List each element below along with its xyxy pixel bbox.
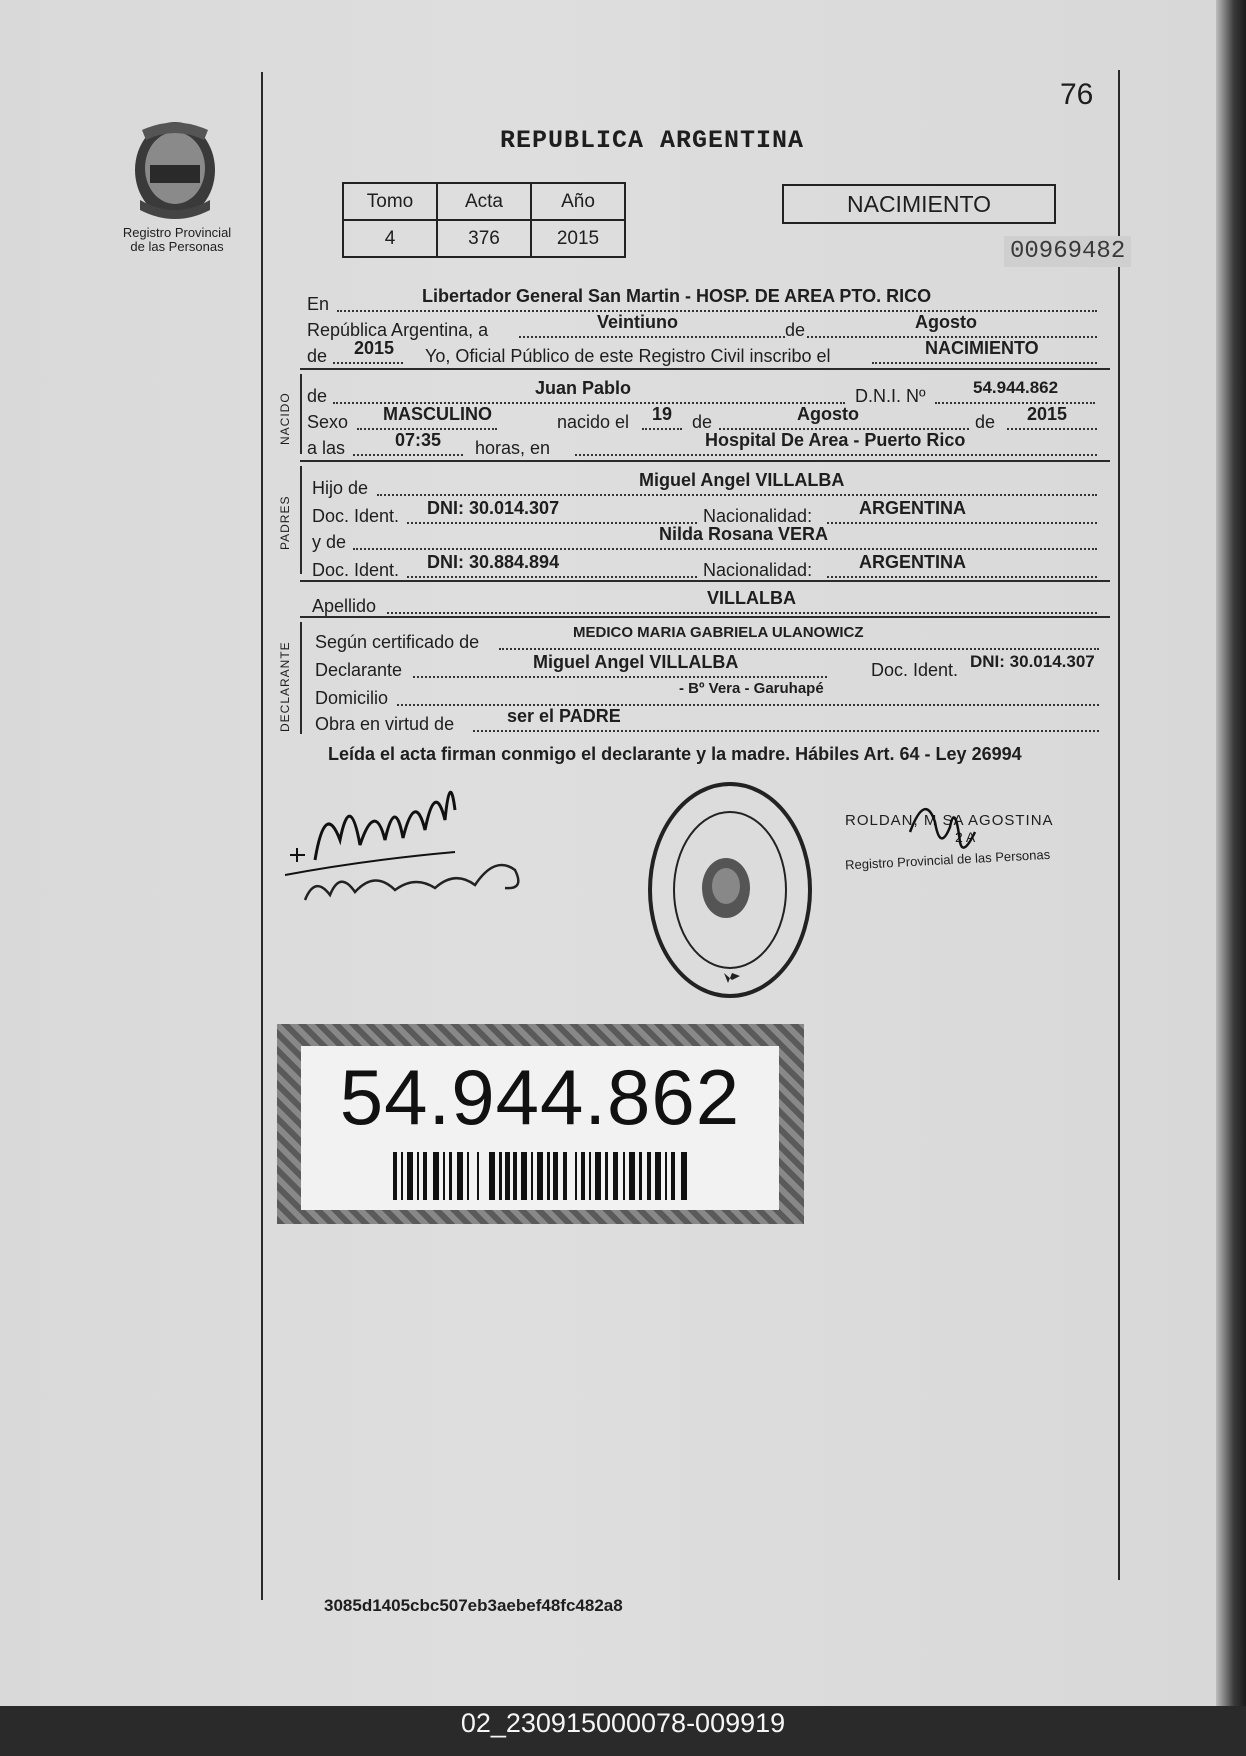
declarante-section-label: DECLARANTE — [278, 641, 292, 732]
padres-bracket — [300, 466, 302, 574]
dotted-line — [499, 648, 1099, 650]
dotted-line — [377, 494, 1097, 496]
padres-section-label: PADRES — [278, 495, 292, 550]
official-office: Registro Provincial de las Personas — [844, 846, 1051, 873]
document-hash: 3085d1405cbc507eb3aebef48fc482a8 — [324, 1596, 623, 1615]
dotted-line — [473, 730, 1099, 732]
child-name: Juan Pablo — [535, 378, 632, 398]
barcode-inner — [301, 1046, 779, 1210]
registry-seal-text — [650, 790, 810, 1000]
mother-doc: DNI: 30.884.894 — [427, 552, 560, 572]
official-title: 2 A — [955, 829, 976, 845]
domicilio-label: Domicilio — [315, 688, 389, 708]
declarant-signature-icon — [285, 760, 545, 910]
sexo-label: Sexo — [307, 412, 349, 432]
act-type: NACIMIENTO — [925, 338, 1039, 358]
de-label: de — [307, 386, 328, 406]
registry-name-line2: de las Personas — [130, 239, 224, 254]
registration-day: Veintiuno — [597, 312, 678, 332]
dotted-line — [1007, 428, 1097, 430]
dotted-line — [827, 576, 1097, 578]
horas-label: horas, en — [475, 438, 551, 458]
declarante-label: Declarante — [315, 660, 403, 680]
birth-day: 19 — [652, 404, 673, 424]
dotted-line — [397, 704, 1099, 706]
declarant-reason: ser el PADRE — [507, 706, 621, 726]
child-dni: 54.944.862 — [973, 378, 1059, 397]
de-label: de — [692, 412, 713, 432]
padres-row-mother-doc — [307, 552, 1107, 582]
dotted-line — [827, 522, 1097, 524]
child-sex: MASCULINO — [383, 404, 492, 424]
acta-header: Acta — [437, 183, 531, 220]
nacionalidad-label: Nacionalidad: — [703, 560, 813, 580]
right-margin-line — [1118, 70, 1120, 1580]
official-name: ROLDAN, M SA AGOSTINA — [845, 812, 1054, 829]
padres-row-father — [307, 470, 1107, 500]
serial-number: 00969482 — [1004, 236, 1131, 267]
declarant-doc: DNI: 30.014.307 — [970, 652, 1095, 671]
official-signature-block — [844, 812, 1095, 873]
birth-place: Hospital De Area - Puerto Rico — [705, 430, 966, 450]
declarant-name: Miguel Angel VILLALBA — [533, 652, 739, 672]
father-doc: DNI: 30.014.307 — [427, 498, 560, 518]
mother-nationality: ARGENTINA — [859, 552, 966, 572]
declarante-row-reason — [307, 706, 1107, 736]
declarante-row-name — [307, 652, 1107, 682]
en-label: En — [307, 294, 330, 314]
section-divider — [300, 580, 1110, 582]
nacido-row-place — [307, 430, 1107, 460]
declarante-bracket — [300, 622, 302, 734]
birth-month: Agosto — [797, 404, 859, 424]
section-divider — [300, 460, 1110, 462]
intro-row-place — [307, 286, 1107, 316]
registration-year: 2015 — [354, 338, 395, 358]
dotted-line — [353, 454, 463, 456]
dotted-line — [407, 522, 697, 524]
document-type-box: NACIMIENTO — [782, 184, 1056, 224]
declarant-address: - Bº Vera - Garuhapé — [679, 680, 824, 697]
section-divider — [300, 616, 1110, 618]
mother-name: Nilda Rosana VERA — [659, 524, 829, 544]
page-binding — [1216, 0, 1246, 1706]
padres-row-mother — [307, 524, 1107, 554]
obra-label: Obra en virtud de — [315, 714, 455, 734]
de-label: de — [785, 320, 806, 340]
apellido-row — [307, 588, 1107, 618]
dotted-line — [337, 310, 1097, 312]
a-las-label: a las — [307, 438, 346, 458]
nacido-section-label: NACIDO — [278, 392, 292, 445]
barcode-number: 54.944.862 — [339, 1053, 741, 1141]
certificado-label: Según certificado de — [315, 632, 480, 652]
dotted-line — [642, 428, 682, 430]
nacionalidad-label: Nacionalidad: — [703, 506, 813, 526]
de-label: de — [975, 412, 996, 432]
anio-header: Año — [531, 183, 625, 220]
birth-time: 07:35 — [395, 430, 442, 450]
y-de-label: y de — [312, 532, 347, 552]
surname: VILLALBA — [707, 588, 796, 608]
dotted-line — [353, 548, 1097, 550]
dni-label: D.N.I. Nº — [855, 386, 926, 406]
barcode-bars-icon — [393, 1152, 693, 1200]
registration-month: Agosto — [915, 312, 977, 332]
nacido-label: nacido el — [557, 412, 630, 432]
dotted-line — [935, 402, 1095, 404]
province-crest-icon — [120, 110, 230, 225]
intro-row-statement — [307, 338, 1107, 368]
left-margin-line — [261, 72, 263, 1600]
doc-label: Doc. Ident. — [312, 506, 400, 526]
dotted-line — [407, 576, 697, 578]
page-number: 76 — [1060, 78, 1094, 111]
nacido-bracket — [300, 374, 302, 454]
id-barcode-label — [277, 1024, 804, 1224]
scan-filename: 02_230915000078-009919 — [460, 1708, 786, 1738]
section-divider — [300, 368, 1110, 370]
dotted-line — [575, 454, 1097, 456]
dotted-line — [333, 362, 403, 364]
republica-label: República Argentina, a — [307, 320, 489, 340]
registry-name-line1: Registro Provincial — [122, 225, 232, 240]
tomo-value: 4 — [343, 220, 437, 257]
doc-label: Doc. Ident. — [312, 560, 400, 580]
hijo-label: Hijo de — [312, 478, 369, 498]
dotted-line — [413, 676, 827, 678]
apellido-label: Apellido — [312, 596, 377, 616]
tomo-header: Tomo — [343, 183, 437, 220]
anio-value: 2015 — [531, 220, 625, 257]
country-title: REPUBLICA ARGENTINA — [500, 126, 805, 155]
registry-name — [102, 226, 252, 254]
de-label: de — [307, 346, 328, 366]
father-nationality: ARGENTINA — [859, 498, 966, 518]
birth-year: 2015 — [1027, 404, 1068, 424]
registration-place: Libertador General San Martin - HOSP. DE AREA PTO. RICO — [422, 286, 932, 306]
doc-label: Doc. Ident. — [871, 660, 959, 680]
father-name: Miguel Angel VILLALBA — [639, 470, 845, 490]
reference-table — [342, 182, 626, 258]
closing-text: Leída el acta firman conmigo el declarante y la madre. Hábiles Art. 64 - Ley 26994 — [328, 744, 1022, 764]
statement-text: Yo, Oficial Público de este Registro Civil inscribo el — [425, 346, 831, 366]
declarante-row-cert — [307, 624, 1107, 654]
dotted-line — [387, 612, 1097, 614]
acta-value: 376 — [437, 220, 531, 257]
certificate-issuer: MEDICO MARIA GABRIELA ULANOWICZ — [573, 624, 864, 641]
declarante-row-address — [307, 680, 1107, 710]
dotted-line — [872, 362, 1097, 364]
